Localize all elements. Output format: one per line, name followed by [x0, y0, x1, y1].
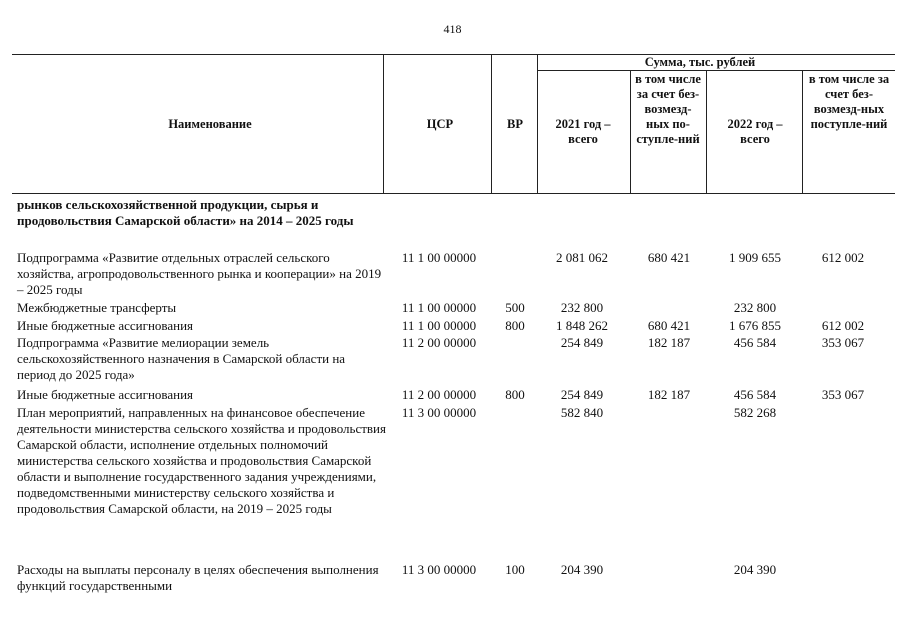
row-2021-total: 2 081 062 — [556, 250, 608, 265]
row-csr: 11 3 00 00000 — [401, 562, 477, 577]
row-name: Расходы на выплаты персоналу в целях обеспечения выполнения функций государственными — [17, 562, 379, 593]
row-2021-free: 182 187 — [647, 335, 691, 350]
header-sum-group: Сумма, тыс. рублей — [644, 55, 756, 69]
row-2022-total: 456 584 — [733, 335, 777, 350]
row-vr: 800 — [505, 387, 525, 402]
header-2021-free: в том числе за счет без-возмезд-ных по-ступле-ний — [635, 72, 701, 146]
row-name: Подпрограмма «Развитие отдельных отраслей сельского хозяйства, агропродовольственного рынка и кооперации» на 2019 – 2025 годы — [17, 250, 382, 297]
row-name: Подпрограмма «Развитие мелиорации земель сельскохозяйственного назначения в Самарской области на период до 2025 года» — [17, 335, 346, 382]
row-2022-total: 456 584 — [733, 387, 777, 402]
header-2022-total: 2022 год – всего — [727, 117, 783, 146]
row-vr: 500 — [505, 300, 525, 315]
row-vr: 800 — [505, 318, 525, 333]
row-csr: 11 2 00 00000 — [401, 335, 477, 350]
row-csr: 11 3 00 00000 — [401, 405, 477, 420]
header-col-divider — [706, 70, 707, 193]
row-2022-free: 612 002 — [821, 318, 865, 333]
row-2022-total: 582 268 — [733, 405, 777, 420]
row-csr: 11 1 00 00000 — [401, 250, 477, 265]
row-2021-free: 680 421 — [647, 250, 691, 265]
row-2022-total: 1 676 855 — [729, 318, 781, 333]
header-col-divider — [630, 70, 631, 193]
header-col-divider — [383, 54, 384, 193]
row-2022-free: 353 067 — [821, 387, 865, 402]
row-2022-free: 353 067 — [821, 335, 865, 350]
row-2021-total: 204 390 — [560, 562, 604, 577]
header-csr: ЦСР — [426, 117, 454, 131]
header-sum-divider — [537, 70, 895, 71]
header-vr: ВР — [507, 117, 523, 131]
row-name: рынков сельскохозяйственной продукции, сырья и продовольствия Самарской области» на 2014 – 2025 годы — [17, 197, 354, 228]
page-number: 418 — [443, 22, 462, 36]
row-2021-total: 254 849 — [560, 387, 604, 402]
row-2021-total: 582 840 — [560, 405, 604, 420]
row-csr: 11 1 00 00000 — [401, 318, 477, 333]
row-csr: 11 2 00 00000 — [401, 387, 477, 402]
row-csr: 11 1 00 00000 — [401, 300, 477, 315]
row-2021-total: 1 848 262 — [556, 318, 608, 333]
header-name: Наименование — [168, 117, 252, 131]
row-2022-total: 1 909 655 — [729, 250, 781, 265]
header-col-divider — [491, 54, 492, 193]
header-bottom-border — [12, 193, 895, 194]
header-col-divider — [537, 54, 538, 193]
header-col-divider — [802, 70, 803, 193]
row-2022-free: 612 002 — [821, 250, 865, 265]
header-2021-total: 2021 год – всего — [555, 117, 611, 146]
row-2021-total: 232 800 — [560, 300, 604, 315]
row-name: Иные бюджетные ассигнования — [17, 318, 194, 333]
row-2021-free: 182 187 — [647, 387, 691, 402]
row-2021-total: 254 849 — [560, 335, 604, 350]
row-name: Межбюджетные трансферты — [17, 300, 177, 315]
row-name: Иные бюджетные ассигнования — [17, 387, 194, 402]
row-2022-total: 232 800 — [733, 300, 777, 315]
row-vr: 100 — [505, 562, 525, 577]
row-2021-free: 680 421 — [647, 318, 691, 333]
row-2022-total: 204 390 — [733, 562, 777, 577]
header-2022-free: в том числе за счет без-возмезд-ных поступле-ний — [808, 72, 890, 131]
row-name: План мероприятий, направленных на финансовое обеспечение деятельности министерства сельского хозяйства и продовольствия Самарской области, исполнение отдельных полномочий министерства сельского хозяйства и продовольствия Самарской области и выполнение государственного задания учреждениями, подведомственными министерству сельского хозяйства и продовольствия Самарской области, на 2019 – 2025 годы — [17, 405, 386, 516]
